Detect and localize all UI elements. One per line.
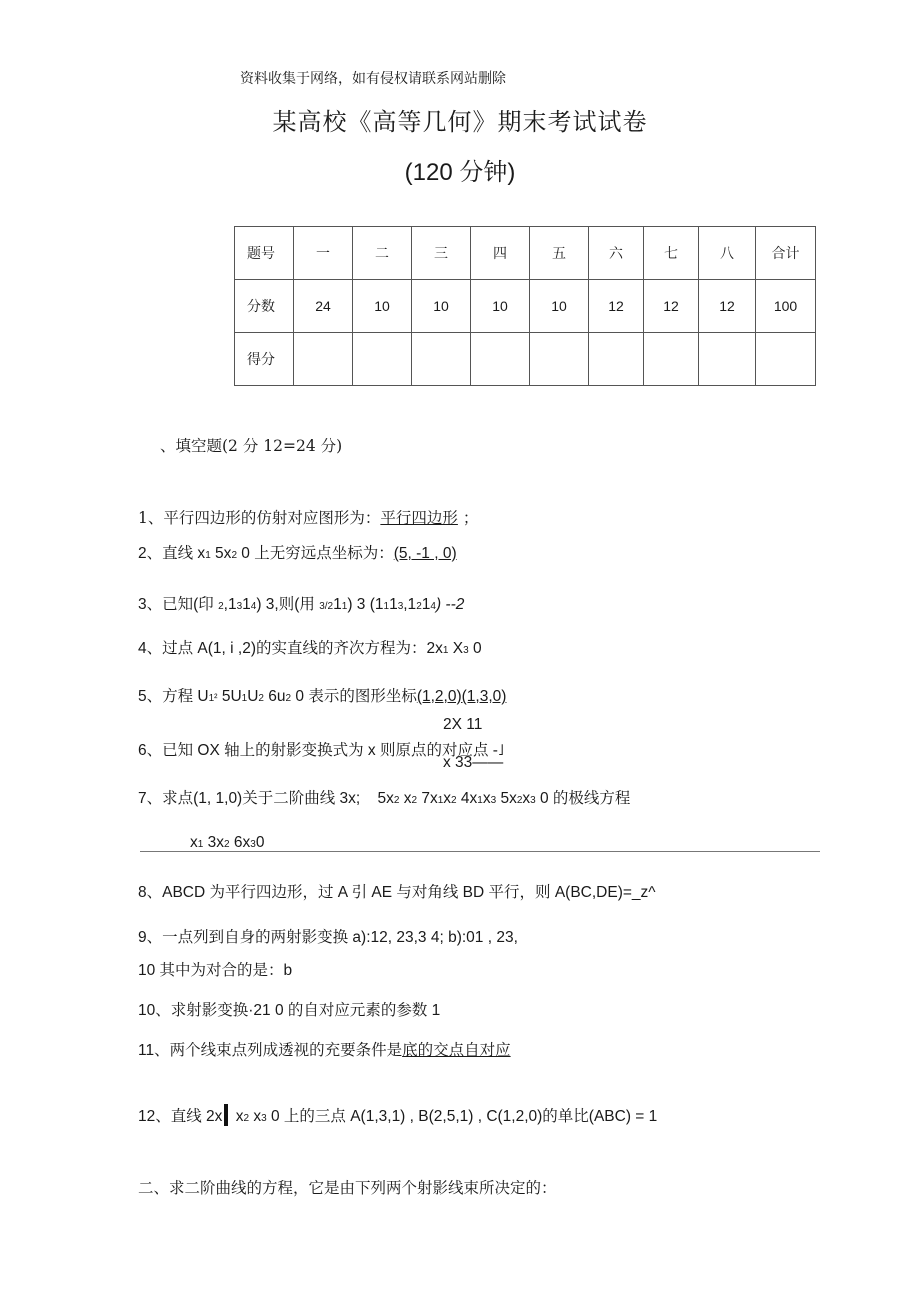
subscript: 1² [208, 693, 218, 704]
question-text: 1 [333, 596, 342, 613]
vertical-bar-mark [224, 1104, 228, 1126]
question-text: 2、直线 x [138, 545, 206, 562]
question-9-line-1: 9、一点列到自身的两射影变换 a):12, 23,3 4; b):01 , 23, [138, 929, 518, 946]
section-1-heading: 、填空题(2 分 12=24 分) [160, 437, 343, 455]
answer-underline [140, 851, 820, 852]
column-header: 五 [530, 227, 589, 280]
table-cell: 10 [353, 280, 412, 333]
table-cell: 12 [699, 280, 756, 333]
question-text: 1 [421, 596, 431, 613]
row-label: 分数 [235, 280, 294, 333]
subscript: 3/2 [319, 601, 334, 612]
subscript: 4 [250, 601, 257, 612]
row-label: 题号 [235, 227, 294, 280]
question-text: 1 [389, 596, 398, 613]
question-text: x [482, 790, 491, 807]
question-text: 12、直线 2x [138, 1108, 223, 1125]
question-text: ) 3 (1 [347, 596, 384, 613]
question-6-numerator: 2X 11 [443, 716, 483, 733]
question-answer: 6x [229, 834, 251, 851]
empty-score-cell [644, 333, 699, 386]
question-11 [138, 1038, 511, 1060]
table-cell: 12 [589, 280, 644, 333]
question-1 [138, 506, 478, 528]
subscript: 3 [490, 795, 497, 806]
question-answer: 0 [255, 834, 265, 851]
question-text: X [448, 640, 464, 657]
question-text: ,1 [403, 596, 417, 613]
question-text: 0 表示的图形坐标 [291, 688, 417, 705]
table-cell: 100 [756, 280, 816, 333]
question-text: 5x [210, 545, 232, 562]
exam-duration: (120 分钟) [404, 159, 516, 186]
question-text: 5、方程 U [138, 688, 209, 705]
empty-score-cell [353, 333, 412, 386]
subscript: 2 [231, 550, 237, 561]
question-8: 8、ABCD 为平行四边形，过 A 引 AE 与对角线 BD 平行，则 A(BC,DE)=_z^ [138, 884, 656, 901]
question-text: x [249, 1108, 262, 1125]
question-10: 10、求射影变换·21 0 的自对应元素的参数 1 [138, 1002, 441, 1019]
question-text: 1 [242, 596, 251, 613]
header-note: 资料收集于网络，如有侵权请联系网站删除 [240, 71, 506, 87]
question-answer: 3x [203, 834, 224, 851]
question-text: x [231, 1108, 244, 1125]
question-text: ,1 [223, 596, 237, 613]
question-6-denominator: x 33—— [443, 754, 504, 771]
question-9-line-2: 10 其中为对合的是：b [138, 962, 293, 979]
subscript: 2 [218, 601, 224, 612]
table-row-points [235, 280, 816, 333]
table-row-scores [235, 333, 816, 386]
subscript: 3 [463, 645, 469, 656]
subscript: 1 [437, 795, 444, 806]
question-text: x [443, 790, 452, 807]
question-answer: 底的交点自对应 [402, 1042, 511, 1059]
subscript: 3 [236, 601, 243, 612]
table-cell: 10 [471, 280, 530, 333]
exam-title: 某高校《高等几何》期末考试试卷 [272, 108, 648, 136]
empty-score-cell [471, 333, 530, 386]
question-12 [138, 1104, 657, 1126]
question-3 [138, 592, 464, 614]
question-text: ) 3,则(用 [256, 596, 320, 613]
subscript: 2 [258, 693, 264, 704]
question-text: 5x [496, 790, 517, 807]
question-text: x [522, 790, 531, 807]
column-header: 一 [294, 227, 353, 280]
score-table [234, 226, 816, 386]
column-header: 三 [412, 227, 471, 280]
question-7 [138, 786, 630, 808]
subscript: 1 [383, 601, 390, 612]
empty-score-cell [756, 333, 816, 386]
subscript: 2 [516, 795, 523, 806]
question-text: 1、平行四边形的仿射对应图形为： [138, 509, 381, 527]
subscript: 2 [411, 795, 418, 806]
subscript: 1 [241, 693, 248, 704]
question-text: 0 上无穷远点坐标为： [237, 545, 394, 562]
subscript: 3 [261, 1113, 267, 1124]
question-text: 0 上的三点 A(1,3,1) , B(2,5,1) , C(1,2,0)的单比(ABC) = 1 [266, 1108, 658, 1125]
question-2 [138, 541, 457, 563]
table-cell: 24 [294, 280, 353, 333]
question-text: 7、求点(1, 1,0)关于二阶曲线 3x; [138, 790, 361, 807]
question-4 [138, 636, 482, 658]
table-cell: 12 [644, 280, 699, 333]
question-text: 6u [263, 688, 286, 705]
column-header: 八 [699, 227, 756, 280]
column-header: 二 [353, 227, 412, 280]
question-answer: 平行四边形 [380, 509, 458, 527]
question-text: 5U [217, 688, 242, 705]
question-7-answer [190, 834, 264, 852]
question-text: x [399, 790, 412, 807]
question-text: 4、过点 A(1, i ,2)的实直线的齐次方程为：2x [138, 640, 443, 657]
question-text: 0 的极线方程 [535, 790, 631, 807]
column-header: 七 [644, 227, 699, 280]
section-2-heading: 二、求二阶曲线的方程，它是由下列两个射影线束所决定的： [138, 1179, 557, 1197]
question-text: 11、两个线束点列成透视的充要条件是 [138, 1042, 403, 1059]
subscript: 3 [397, 601, 404, 612]
empty-score-cell [530, 333, 589, 386]
question-text: 5x [377, 790, 394, 807]
table-cell: 10 [412, 280, 471, 333]
table-row-question-numbers [235, 227, 816, 280]
subscript: 1 [442, 645, 449, 656]
column-header: 六 [589, 227, 644, 280]
question-answer: (5, -1 , 0) [393, 545, 457, 562]
empty-score-cell [294, 333, 353, 386]
subscript: 4 [430, 601, 436, 612]
empty-score-cell [699, 333, 756, 386]
question-text: U [247, 688, 259, 705]
subscript: 2 [416, 601, 422, 612]
column-header: 合计 [756, 227, 816, 280]
row-label: 得分 [235, 333, 294, 386]
subscript: 3 [250, 839, 256, 850]
subscript: 2 [285, 693, 292, 704]
question-answer: (1,2,0)(1,3,0) [416, 688, 507, 705]
subscript: 2 [243, 1113, 250, 1124]
subscript: 1 [477, 795, 483, 806]
column-header: 四 [471, 227, 530, 280]
question-6: 6、已知 OX 轴上的射影变换式为 x 则原点的对应点 -˩ [138, 742, 504, 759]
subscript: 1 [197, 839, 204, 850]
empty-score-cell [412, 333, 471, 386]
empty-score-cell [589, 333, 644, 386]
question-text: 0 [468, 640, 482, 657]
question-text: 3、已知(印 [138, 596, 219, 613]
subscript: 2 [451, 795, 457, 806]
subscript: 2 [393, 795, 400, 806]
question-text: ； [462, 509, 479, 527]
question-text: ) --2 [435, 596, 465, 613]
question-5 [138, 684, 506, 706]
subscript: 1 [205, 550, 211, 561]
table-cell: 10 [530, 280, 589, 333]
question-text: 4x [456, 790, 478, 807]
subscript: 3 [530, 795, 536, 806]
subscript: 2 [224, 839, 230, 850]
question-answer: x [190, 834, 198, 851]
subscript: 1 [341, 601, 348, 612]
question-text: 7x [417, 790, 438, 807]
